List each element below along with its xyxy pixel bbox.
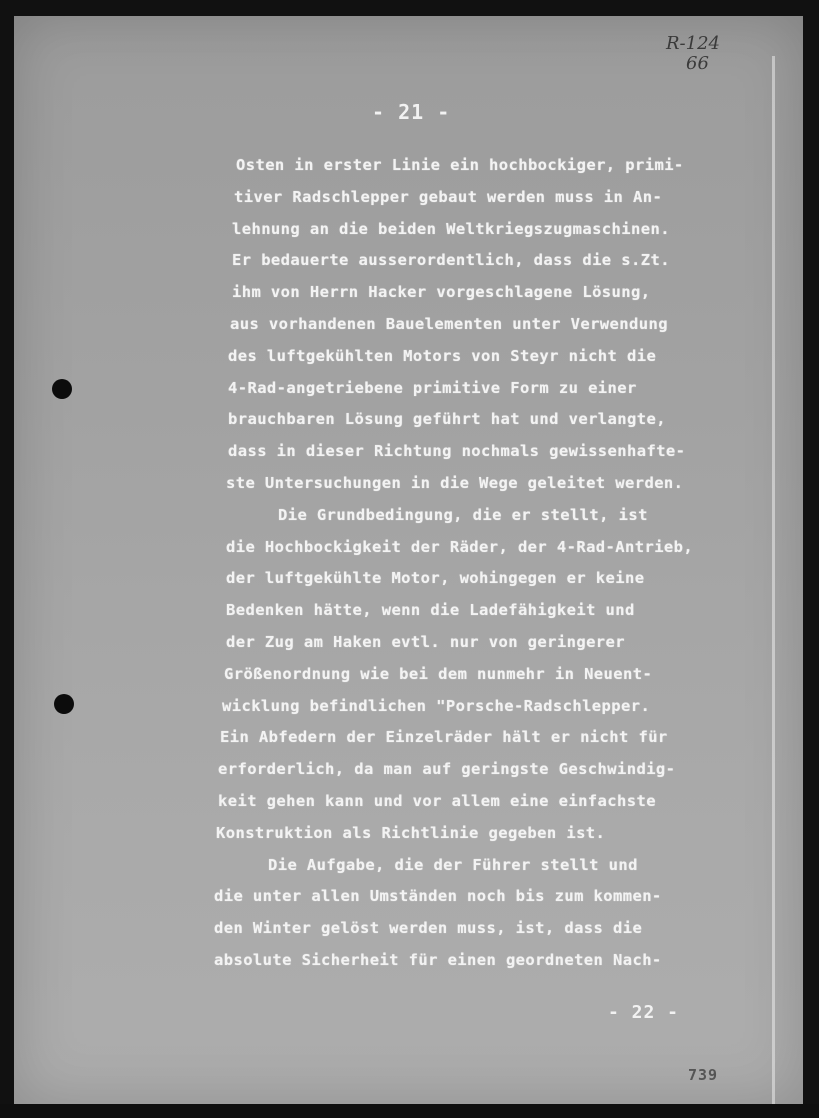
catchword-next-page: - 22 - [608,1002,680,1023]
text-line: des luftgekühlten Motors von Steyr nicht die [228,346,657,365]
punch-hole-top [52,379,72,399]
text-line: der luftgekühlte Motor, wohingegen er keine [226,569,645,588]
text-line: wicklung befindlichen "Porsche-Radschlepper. [222,696,651,715]
text-line: Konstruktion als Richtlinie gegeben ist. [216,823,606,842]
text-line: Größenordnung wie bei dem nunmehr in Neuent- [224,664,653,683]
archive-number: 739 [688,1066,719,1084]
text-line: dass in dieser Richtung nochmals gewissenhafte- [228,442,686,461]
text-line: Die Aufgabe, die der Führer stellt und [268,855,638,874]
text-line: Die Grundbedingung, die er stellt, ist [278,505,648,524]
text-line: 4-Rad-angetriebene primitive Form zu einer [228,378,637,397]
page-number: - 21 - [372,100,451,124]
text-line: tiver Radschlepper gebaut werden muss in An- [234,187,663,206]
text-line: der Zug am Haken evtl. nur von geringerer [226,632,626,651]
punch-hole-bottom [54,694,74,714]
handwritten-line: 66 [686,53,709,74]
text-line: keit gehen kann und vor allem eine einfachste [218,791,656,810]
text-line: Er bedauerte ausserordentlich, dass die s.Zt. [232,251,670,270]
text-line: die Hochbockigkeit der Räder, der 4-Rad-Antrieb, [226,537,694,556]
handwritten-reference [666,34,746,74]
page-fold-line [772,56,775,1106]
text-line: brauchbaren Lösung geführt hat und verlangte, [228,410,666,429]
text-line: den Winter gelöst werden muss, ist, dass die [214,919,643,938]
text-line: ihm von Herrn Hacker vorgeschlagene Lösung, [232,283,651,302]
text-line: erforderlich, da man auf geringste Geschwindig- [218,760,676,779]
text-line: ste Untersuchungen in die Wege geleitet werden. [226,473,684,492]
scan-border [0,1104,819,1118]
text-line: die unter allen Umständen noch bis zum kommen- [214,887,662,906]
text-line: lehnung an die beiden Weltkriegszugmaschinen. [232,219,670,238]
text-line: Ein Abfedern der Einzelräder hält er nicht für [220,728,668,747]
text-line: aus vorhandenen Bauelementen unter Verwendung [230,314,668,333]
handwritten-line: R-124 [666,33,720,54]
text-line: Osten in erster Linie ein hochbockiger, primi- [236,156,684,174]
text-line: absolute Sicherheit für einen geordneten Nach- [214,950,662,969]
text-line: Bedenken hätte, wenn die Ladefähigkeit und [226,601,635,620]
typed-body-text [214,150,754,977]
